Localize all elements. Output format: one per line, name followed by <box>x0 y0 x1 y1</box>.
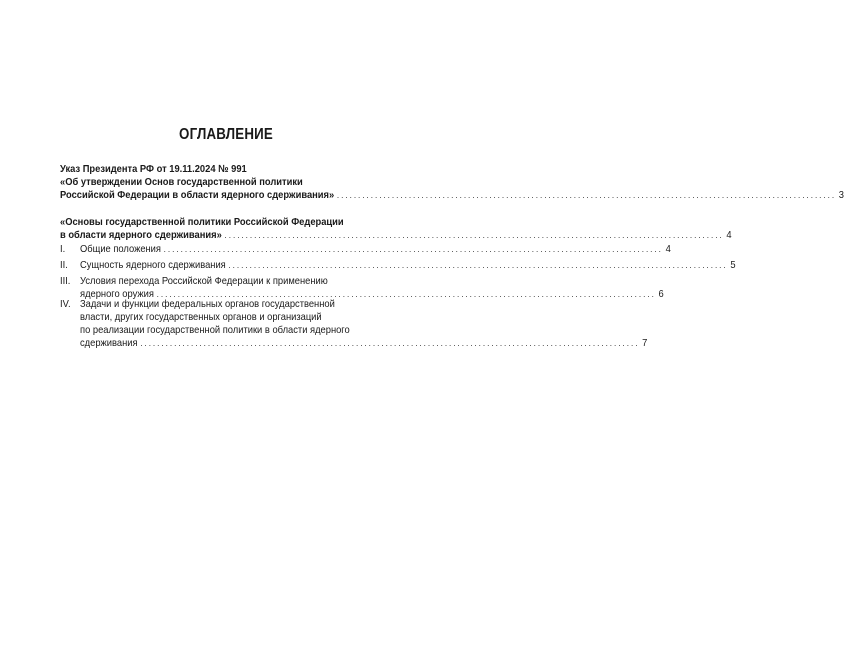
dot-leader: ...................................................................................................................... <box>156 289 656 299</box>
toc-entry-section-2[interactable] <box>60 259 736 272</box>
dot-leader: ...................................................................................................................... <box>163 244 663 254</box>
section-title-line-3: по реализации государственной политики в области ядерного <box>80 325 350 336</box>
section-title-line-1: Условия перехода Российской Федерации к применению <box>80 276 328 287</box>
toc-entry-section-4[interactable] <box>60 298 648 350</box>
section-number: I. <box>60 244 66 255</box>
section-title: Сущность ядерного сдерживания <box>80 260 226 271</box>
section-title-line-2: власти, других государственных органов и организаций <box>80 312 322 323</box>
section-number: II. <box>60 260 68 271</box>
section-number: III. <box>60 276 71 287</box>
toc-entry-basics[interactable] <box>60 216 732 242</box>
decree-line-2: «Об утверждении Основ государственной политики <box>60 177 303 188</box>
page-number: 4 <box>726 230 732 241</box>
toc-entry-section-1[interactable] <box>60 243 671 256</box>
page-number: 6 <box>658 289 664 300</box>
page-number: 4 <box>665 244 671 255</box>
page-number: 5 <box>730 260 736 271</box>
document-page <box>60 0 844 665</box>
section-title-line-1: Задачи и функции федеральных органов государственной <box>80 299 335 310</box>
section-title-line-2: ядерного оружия <box>80 289 154 300</box>
toc-entry-decree[interactable] <box>60 163 844 202</box>
basics-line-2: в области ядерного сдерживания» <box>60 230 222 241</box>
dot-leader: ...................................................................................................................... <box>224 230 724 240</box>
basics-line-1: «Основы государственной политики Российской Федерации <box>60 217 344 228</box>
page-number: 3 <box>838 190 844 201</box>
section-number: IV. <box>60 299 71 310</box>
section-title: Общие положения <box>80 244 161 255</box>
decree-line-1: Указ Президента РФ от 19.11.2024 № 991 <box>60 164 247 175</box>
page-number: 7 <box>642 338 648 349</box>
section-title-line-4: сдерживания <box>80 338 138 349</box>
decree-line-3: Российской Федерации в области ядерного сдерживания» <box>60 190 335 201</box>
dot-leader: ...................................................................................................................... <box>336 190 837 200</box>
dot-leader: ...................................................................................................................... <box>140 338 640 348</box>
dot-leader: ...................................................................................................................... <box>228 260 728 270</box>
page-title: ОГЛАВЛЕНИЕ <box>179 126 273 143</box>
